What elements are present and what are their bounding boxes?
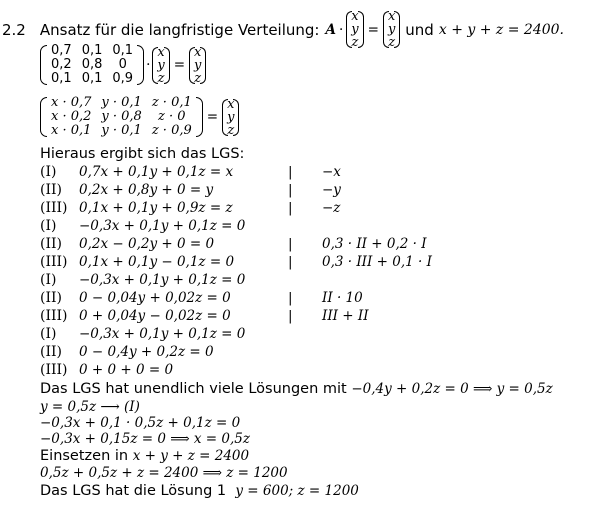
- equation: 0 + 0 + 0 = 0: [79, 362, 174, 378]
- vector-xyz-result: x y z: [189, 46, 206, 85]
- operation-separator: |: [288, 290, 293, 306]
- equation: 0 − 0,04y + 0,02z = 0: [79, 290, 231, 306]
- row-operation: II · 10: [322, 290, 363, 306]
- conjunction: und: [405, 20, 434, 39]
- conclusion-line-1: Das LGS hat unendlich viele Lösungen mit −0,4y + 0,2z = 0 ⟹ y = 0,5z: [40, 381, 553, 397]
- operation-separator: |: [288, 182, 293, 198]
- equation-label: (I): [40, 218, 57, 234]
- conclusion-line-2: y = 0,5z ⟶ (I): [40, 399, 140, 415]
- operation-separator: |: [288, 254, 293, 270]
- vector-xyz-result: x y z: [222, 98, 239, 137]
- conclusion-line-5: Einsetzen in x + y + z = 2400: [40, 448, 250, 464]
- row-operation: −y: [322, 182, 341, 198]
- matrix-equation: 0,7 0,1 0,1 0,2 0,8 0 0,1 0,1 0,9 · x y z = x y z: [40, 44, 206, 86]
- equation-label: (I): [40, 164, 57, 180]
- section-number: 2.2: [2, 20, 26, 39]
- equation: 0 + 0,04y − 0,02z = 0: [79, 308, 231, 324]
- equation-label: (I): [40, 272, 57, 288]
- equation-label: (II): [40, 182, 62, 198]
- equation-label: (II): [40, 236, 62, 252]
- heading: 2.2 Ansatz für die langfristige Verteilung: A · x y z = x y z und x + y + z = 2400.: [2, 9, 564, 50]
- equation: 0,1x + 0,1y + 0,9z = z: [79, 200, 233, 216]
- heading-text: Ansatz für die langfristige Verteilung:: [39, 20, 320, 39]
- equation: 0,2x + 0,8y + 0 = y: [79, 182, 214, 198]
- equation-label: (III): [40, 254, 68, 270]
- sum-condition: x + y + z = 2400.: [438, 21, 564, 38]
- equation: −0,3x + 0,1y + 0,1z = 0: [79, 218, 246, 234]
- product-equation: x · 0,7 y · 0,1 z · 0,1 x · 0,2 y · 0,8 z · 0 x · 0,1 y · 0,1 z · 0,9 = x y z: [40, 96, 239, 138]
- vector-xyz-result: x y z: [383, 10, 400, 49]
- equation: 0 − 0,4y + 0,2z = 0: [79, 344, 214, 360]
- equation: 0,2x − 0,2y + 0 = 0: [79, 236, 215, 252]
- transition-matrix: 0,7 0,1 0,1 0,2 0,8 0 0,1 0,1 0,9: [40, 44, 144, 86]
- equation-label: (I): [40, 326, 57, 342]
- operation-separator: |: [288, 164, 293, 180]
- equation-label: (II): [40, 290, 62, 306]
- equation: 0,1x + 0,1y − 0,1z = 0: [79, 254, 235, 270]
- row-operation: −z: [322, 200, 341, 216]
- conclusion-line-3: −0,3x + 0,1 · 0,5z + 0,1z = 0: [40, 415, 241, 431]
- row-operation: III + II: [322, 308, 369, 324]
- intro-text: Hieraus ergibt sich das LGS:: [40, 146, 245, 162]
- equation-label: (III): [40, 308, 68, 324]
- row-operation: 0,3 · III + 0,1 · I: [322, 254, 432, 270]
- equation: −0,3x + 0,1y + 0,1z = 0: [79, 326, 246, 342]
- operation-separator: |: [288, 308, 293, 324]
- matrix-symbol: A: [325, 21, 336, 38]
- operation-separator: |: [288, 236, 293, 252]
- vector-xyz: x y z: [346, 10, 363, 49]
- row-operation: −x: [322, 164, 341, 180]
- equation-label: (III): [40, 362, 68, 378]
- conclusion-line-4: −0,3x + 0,15z = 0 ⟹ x = 0,5z: [40, 431, 250, 447]
- conclusion-line-7: Das LGS hat die Lösung 1 y = 600; z = 1200: [40, 483, 359, 499]
- conclusion-line-6: 0,5z + 0,5z + z = 2400 ⟹ z = 1200: [40, 465, 288, 481]
- equation: 0,7x + 0,1y + 0,1z = x: [79, 164, 234, 180]
- product-matrix: x · 0,7 y · 0,1 z · 0,1 x · 0,2 y · 0,8 z · 0 x · 0,1 y · 0,1 z · 0,9: [40, 96, 203, 138]
- operation-separator: |: [288, 200, 293, 216]
- equation: −0,3x + 0,1y + 0,1z = 0: [79, 272, 246, 288]
- row-operation: 0,3 · II + 0,2 · I: [322, 236, 427, 252]
- vector-xyz: x y z: [152, 46, 169, 85]
- equation-label: (III): [40, 200, 68, 216]
- equation-label: (II): [40, 344, 62, 360]
